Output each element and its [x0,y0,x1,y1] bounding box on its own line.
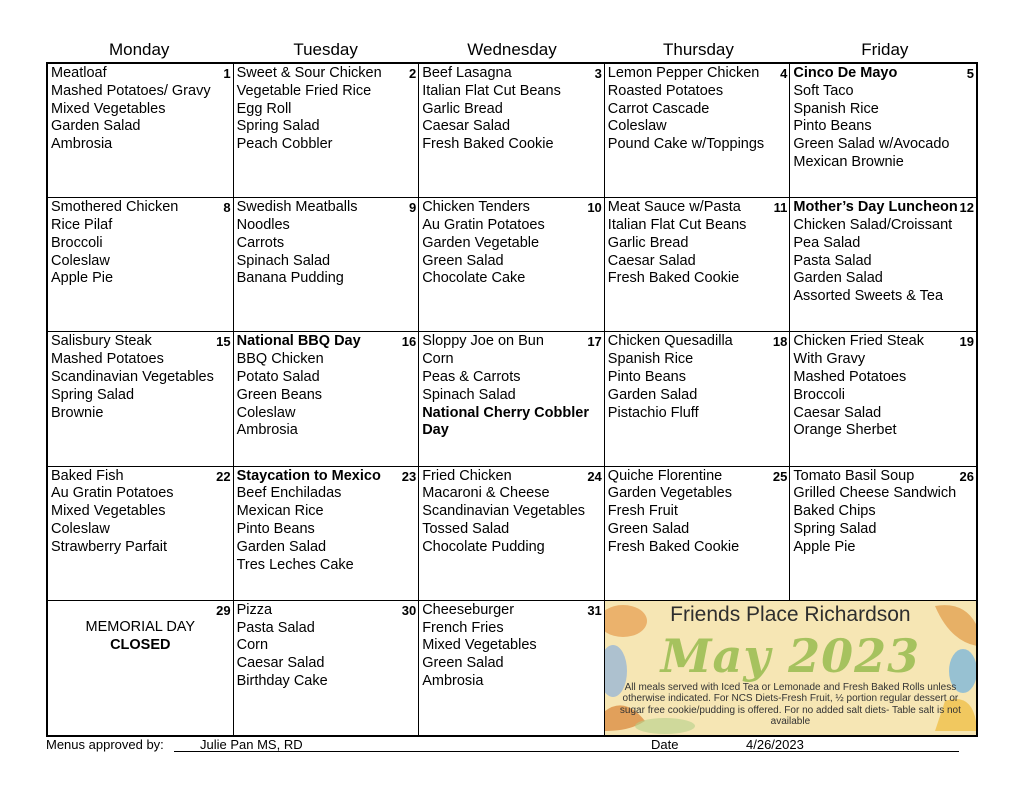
menu-item: Spinach Salad [236,252,331,269]
menu-item: Pizza [236,601,273,618]
menu-item: Vegetable Fried Rice [236,82,372,99]
menu-item: Green Salad [607,520,690,537]
menu-item: Mexican Brownie [793,153,904,170]
menu-item: Pasta Salad [793,252,872,269]
menu-item: Fried Chicken [422,467,512,484]
day-cell [48,467,234,601]
menu-item: Cheeseburger [422,601,515,618]
closed-line: MEMORIAL DAY [85,618,196,635]
menu-item: French Fries [422,619,504,636]
menu-item: Peas & Carrots [422,368,521,385]
banner-title: Friends Place Richardson [670,602,911,626]
menu-item: Sloppy Joe on Bun [422,333,544,350]
menu-item: Beef Enchiladas [236,485,342,502]
menu-item: Caesar Salad [607,252,696,269]
day-cell [419,198,605,332]
menu-item: Broccoli [51,234,103,251]
date-number: 12 [959,200,974,216]
menu-item: Green Salad [422,252,504,269]
menu-item: Sweet & Sour Chicken [236,65,382,81]
menu-item: Chicken Tenders [422,199,530,216]
menu-item: Chicken Fried Steak [793,333,924,350]
date-number: 29 [216,602,231,618]
menu-item: Pinto Beans [607,368,686,385]
day-cell [790,198,976,332]
day-cell [48,198,234,332]
menu-item: Tossed Salad [422,520,510,537]
menu-item: Chocolate Cake [422,270,526,287]
day-cell [234,467,420,601]
date-number: 4 [780,66,788,81]
date-value: 4/26/2023 [684,737,959,752]
date-number: 23 [401,468,417,484]
menu-calendar-grid [46,62,978,737]
date-number: 16 [401,334,417,350]
menu-item: Mashed Potatoes [793,368,907,385]
menu-item: Garden Salad [236,538,327,555]
menu-item: Spinach Salad [422,386,516,403]
menu-item: Pea Salad [793,234,861,251]
day-cell [419,332,605,466]
approval-footer [46,737,978,753]
day-cell [234,64,420,198]
menu-item: Ambrosia [422,672,484,689]
menu-item: Brownie [51,404,104,421]
menu-item: Fresh Fruit [607,503,678,520]
menu-item: Spanish Rice [607,351,694,368]
menu-item: Mixed Vegetables [51,503,166,520]
menu-item: Potato Salad [236,368,320,385]
menu-item: Strawberry Parfait [51,538,168,555]
menu-item: Baked Fish [51,467,124,484]
menu-item: Banana Pudding [236,270,344,287]
closed-line: CLOSED [110,636,171,653]
day-cell [234,332,420,466]
day-cell [234,198,420,332]
menu-item: Assorted Sweets & Tea [793,288,944,305]
day-cell [790,467,976,601]
menu-item: Au Gratin Potatoes [422,216,545,233]
menu-item: Lemon Pepper Chicken [607,65,760,81]
menu-item: Fresh Baked Cookie [607,538,740,555]
menu-item: BBQ Chicken [236,351,324,368]
menu-item: Garden Salad [793,270,883,287]
day-cell [605,332,791,466]
banner-note: All meals served with Iced Tea or Lemonade and Fresh Baked Rolls unless otherwise indicated. For NCS Diets-Fresh Fruit, ½ portion regular dessert or sugar free cookie/pudding is offered. For no added salt diets- Table salt is not available [619,681,961,728]
day-header: Wednesday [467,40,557,59]
menu-item: Broccoli [793,386,845,403]
menu-item: Macaroni & Cheese [422,485,550,502]
menu-item: Italian Flat Cut Beans [607,216,747,233]
menu-item: Orange Sherbet [793,422,897,439]
menu-item: With Gravy [793,351,866,368]
menu-item: Roasted Potatoes [607,82,724,99]
day-header: Friday [861,40,909,59]
menu-item: Green Beans [236,386,323,403]
menu-item: Soft Taco [793,82,854,99]
menu-item: Apple Pie [51,270,114,287]
menu-item: Ambrosia [51,136,113,153]
menu-item: Smothered Chicken [51,199,179,216]
day-cell [605,198,791,332]
menu-item: Caesar Salad [422,118,511,135]
menu-item: Mixed Vegetables [422,637,537,654]
menu-item: Apple Pie [793,538,856,555]
special-event-title: Mother’s Day Luncheon [793,199,958,216]
date-number: 18 [772,334,788,350]
menu-item: Tomato Basil Soup [793,467,915,484]
menu-item: Coleslaw [236,404,296,421]
menu-item: Rice Pilaf [51,216,113,233]
menu-item: Spring Salad [51,386,135,403]
approved-by-label: Menus approved by: [46,737,164,752]
menu-item: Corn [422,351,454,368]
day-cell [419,467,605,601]
special-event-title: National BBQ Day [236,333,361,350]
menu-item: Spanish Rice [793,100,879,117]
menu-item: Fresh Baked Cookie [607,270,740,287]
special-event-title: Cinco De Mayo [793,65,898,81]
menu-item: Coleslaw [51,520,110,537]
menu-item: Peach Cobbler [236,136,333,153]
menu-item: Beef Lasagna [422,65,512,81]
date-number: 22 [216,468,231,484]
day-cell [605,64,791,198]
menu-item: Au Gratin Potatoes [51,485,174,502]
menu-item: Carrots [236,234,285,251]
menu-item: Egg Roll [236,100,292,117]
date-number: 11 [773,200,788,216]
menu-item: Tres Leches Cake [236,556,354,573]
menu-item: Chicken Quesadilla [607,333,733,350]
menu-item: Birthday Cake [236,672,328,689]
date-number: 8 [223,200,231,216]
special-event-title: Staycation to Mexico [236,467,381,484]
day-header: Monday [108,40,170,59]
menu-item: Chocolate Pudding [422,538,545,555]
menu-item: Corn [236,637,269,654]
day-cell [790,64,976,198]
menu-item: Scandinavian Vegetables [422,503,586,520]
date-number: 1 [223,66,231,81]
menu-item: Caesar Salad [793,404,882,421]
menu-item: Garden Salad [51,118,141,135]
day-header: Tuesday [293,40,358,59]
menu-item: Mexican Rice [236,503,324,520]
menu-item: Green Salad w/Avocado [793,136,950,153]
menu-item: Caesar Salad [236,655,325,672]
date-number: 26 [959,468,974,484]
day-headers [46,38,978,62]
menu-item: Swedish Meatballs [236,199,358,216]
menu-item: Italian Flat Cut Beans [422,82,561,99]
date-number: 2 [408,66,417,81]
date-number: 5 [966,66,974,81]
closed-notice [48,619,233,655]
day-cell [790,332,976,466]
menu-item: Fresh Baked Cookie [422,136,554,153]
menu-item: Meatloaf [51,65,107,81]
date-number: 9 [408,200,417,216]
date-label: Date [651,737,679,752]
date-number: 3 [594,66,602,81]
day-cell [48,332,234,466]
day-cell [48,64,234,198]
menu-item: Ambrosia [236,422,298,439]
special-event-title: National Cherry Cobbler Day [422,404,589,439]
menu-item: Pistachio Fluff [607,404,699,421]
date-number: 31 [587,602,602,618]
menu-item: Baked Chips [793,503,876,520]
date-number: 15 [216,334,231,350]
menu-item: Noodles [236,216,290,233]
menu-item: Mixed Vegetables [51,100,166,117]
menu-item: Mashed Potatoes [51,351,164,368]
date-number: 10 [587,200,602,216]
menu-item: Mashed Potatoes/ Gravy [51,82,211,99]
day-cell [419,64,605,198]
menu-item: Garden Vegetable [422,234,540,251]
day-cell [48,601,234,735]
menu-item: Garlic Bread [607,234,689,251]
menu-item: Scandinavian Vegetables [51,368,214,385]
menu-item: Carrot Cascade [607,100,710,117]
menu-item: Salisbury Steak [51,333,152,350]
menu-item: Green Salad [422,655,504,672]
menu-item: Pinto Beans [793,118,872,135]
menu-item: Pasta Salad [236,619,315,636]
menu-item: Grilled Cheese Sandwich [793,485,957,502]
menu-item: Garden Vegetables [607,485,732,502]
menu-item: Coleslaw [607,118,667,135]
menu-item: Garlic Bread [422,100,503,117]
banner-month: May 2023 [660,628,921,683]
day-cell [234,601,420,735]
menu-item: Pinto Beans [236,520,315,537]
approver-name: Julie Pan MS, RD [174,737,696,752]
date-number: 24 [587,468,602,484]
menu-item: Spring Salad [793,520,877,537]
date-number: 19 [959,334,974,350]
day-header: Thursday [662,40,734,59]
month-banner [605,601,976,735]
menu-item: Garden Salad [607,386,698,403]
day-cell [419,601,605,735]
menu-item: Meat Sauce w/Pasta [607,199,741,216]
menu-item: Coleslaw [51,252,110,269]
menu-item: Pound Cake w/Toppings [607,136,765,153]
date-number: 30 [401,602,417,618]
menu-item: Spring Salad [236,118,320,135]
date-number: 17 [587,334,602,350]
day-cell [605,467,791,601]
menu-item: Quiche Florentine [607,467,723,484]
menu-item: Chicken Salad/Croissant [793,216,953,233]
date-number: 25 [772,468,788,484]
